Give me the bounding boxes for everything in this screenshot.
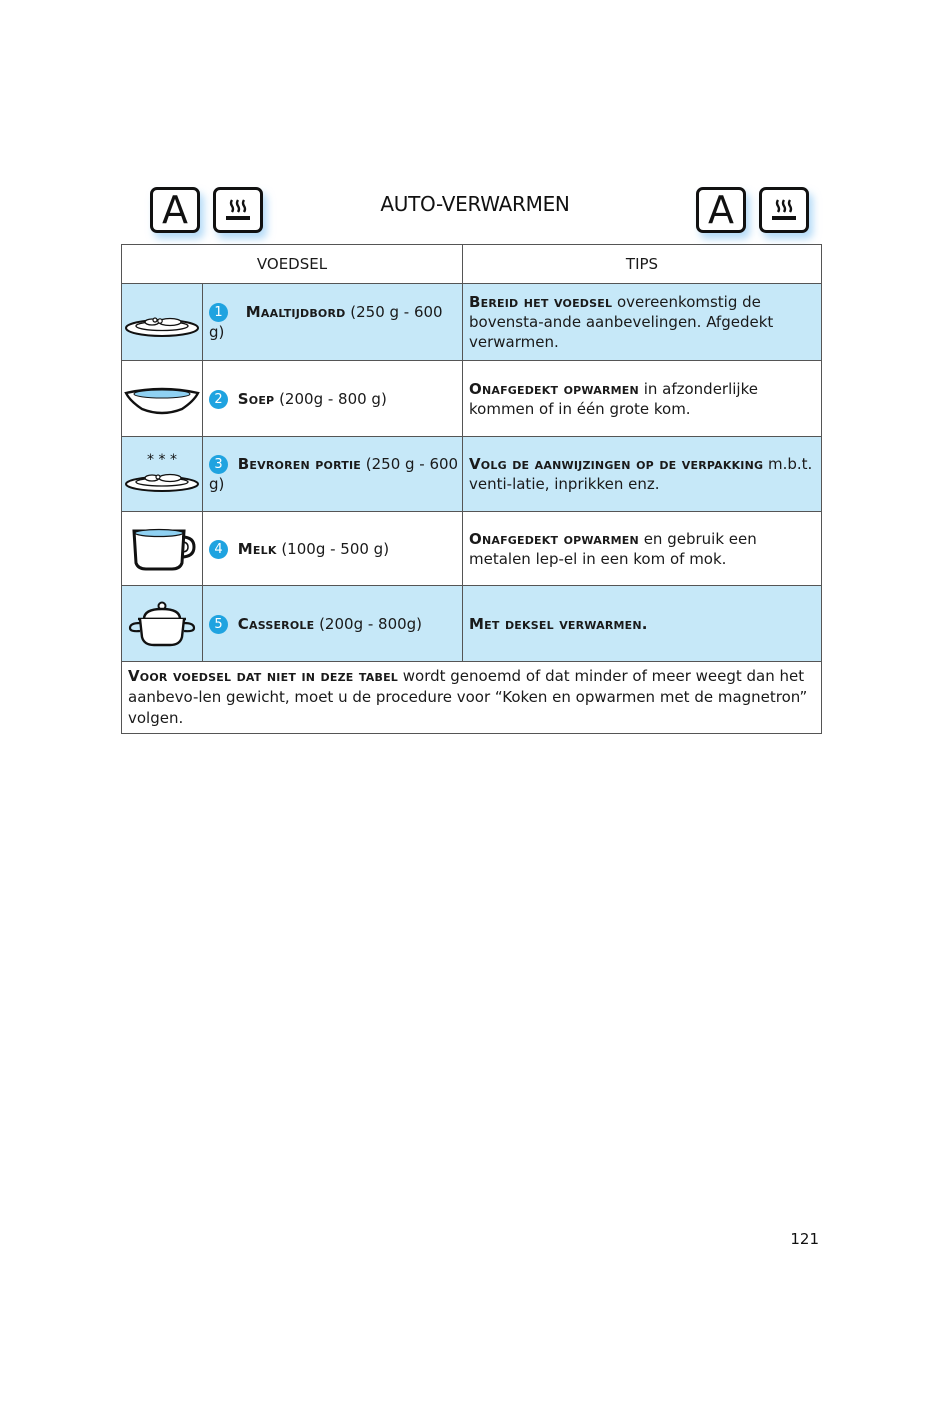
tip-cell (463, 361, 822, 437)
item-number-badge: 1 (209, 303, 228, 322)
tip-cell (463, 512, 822, 586)
tip-text: m.b.t. venti-latie, inprikken enz. (469, 455, 813, 493)
casserole-pot-icon (122, 586, 203, 662)
tip-lead: Onafgedekt opwarmen (469, 529, 639, 548)
item-number-badge: 4 (209, 540, 228, 559)
page-header (0, 180, 950, 240)
table-row (122, 586, 822, 662)
footer-note (122, 662, 822, 734)
table-row (122, 284, 822, 361)
item-number-badge: 2 (209, 390, 228, 409)
food-name: Melk (237, 539, 277, 558)
food-cell (203, 361, 463, 437)
plate-meal-icon (122, 284, 203, 361)
table-footer-row (122, 662, 822, 734)
tip-cell (463, 284, 822, 361)
food-cell (203, 512, 463, 586)
page-title: AUTO-VERWARMEN (380, 192, 570, 216)
food-weight: (100g - 500 g) (276, 539, 390, 558)
table-header-row (122, 245, 822, 284)
svg-text:* * *: * * * (147, 452, 177, 468)
auto-symbol-letter: A (708, 188, 734, 232)
food-weight: (250 g - 600 g) (209, 303, 443, 341)
item-number-badge: 3 (209, 455, 228, 474)
food-weight: (250 g - 600 g) (209, 455, 459, 493)
food-weight: (200g - 800g) (314, 614, 423, 633)
tip-lead: Met deksel verwarmen. (469, 614, 648, 633)
tip-lead: Volg de aanwijzingen op de verpakking (469, 455, 764, 473)
table-row (122, 512, 822, 586)
milk-mug-icon (122, 512, 203, 586)
frozen-plate-icon (122, 437, 203, 512)
food-name: Casserole (237, 614, 315, 633)
page-number: 121 (790, 1230, 819, 1248)
tip-lead: Onafgedekt opwarmen (469, 379, 639, 398)
table-row (122, 437, 822, 512)
table-row (122, 361, 822, 437)
tip-cell (463, 437, 822, 512)
footer-lead: Voor voedsel dat niet in deze tabel (128, 667, 398, 685)
column-header-food: VOEDSEL (122, 245, 463, 284)
food-name: Maaltijdbord (245, 303, 346, 321)
auto-reheat-table (121, 244, 822, 734)
food-cell (203, 586, 463, 662)
auto-a-icon (696, 187, 746, 233)
tip-text: en gebruik een metalen lep-el in een kom of mok. (469, 529, 757, 568)
footer-text: wordt genoemd of dat minder of meer weegt dan het aanbevo-len gewicht, moet u de procedure voor “Koken en opwarmen met de magnetron” volgen. (128, 667, 808, 727)
item-number-badge: 5 (209, 615, 228, 634)
tip-text: in afzonderlijke kommen of in één grote kom. (469, 379, 758, 418)
food-cell (203, 284, 463, 361)
auto-symbol-letter: A (162, 188, 188, 232)
reheat-steam-icon (759, 187, 809, 233)
food-weight: (200g - 800 g) (274, 389, 387, 408)
column-header-tips: TIPS (463, 245, 822, 284)
tip-text: overeenkomstig de bovensta-ande aanbevelingen. Afgedekt verwarmen. (469, 293, 774, 351)
tip-lead: Bereid het voedsel (469, 293, 613, 311)
food-name: Soep (237, 389, 275, 408)
food-cell (203, 437, 463, 512)
soup-bowl-icon (122, 361, 203, 437)
tip-cell (463, 586, 822, 662)
food-name: Bevroren portie (237, 455, 361, 473)
